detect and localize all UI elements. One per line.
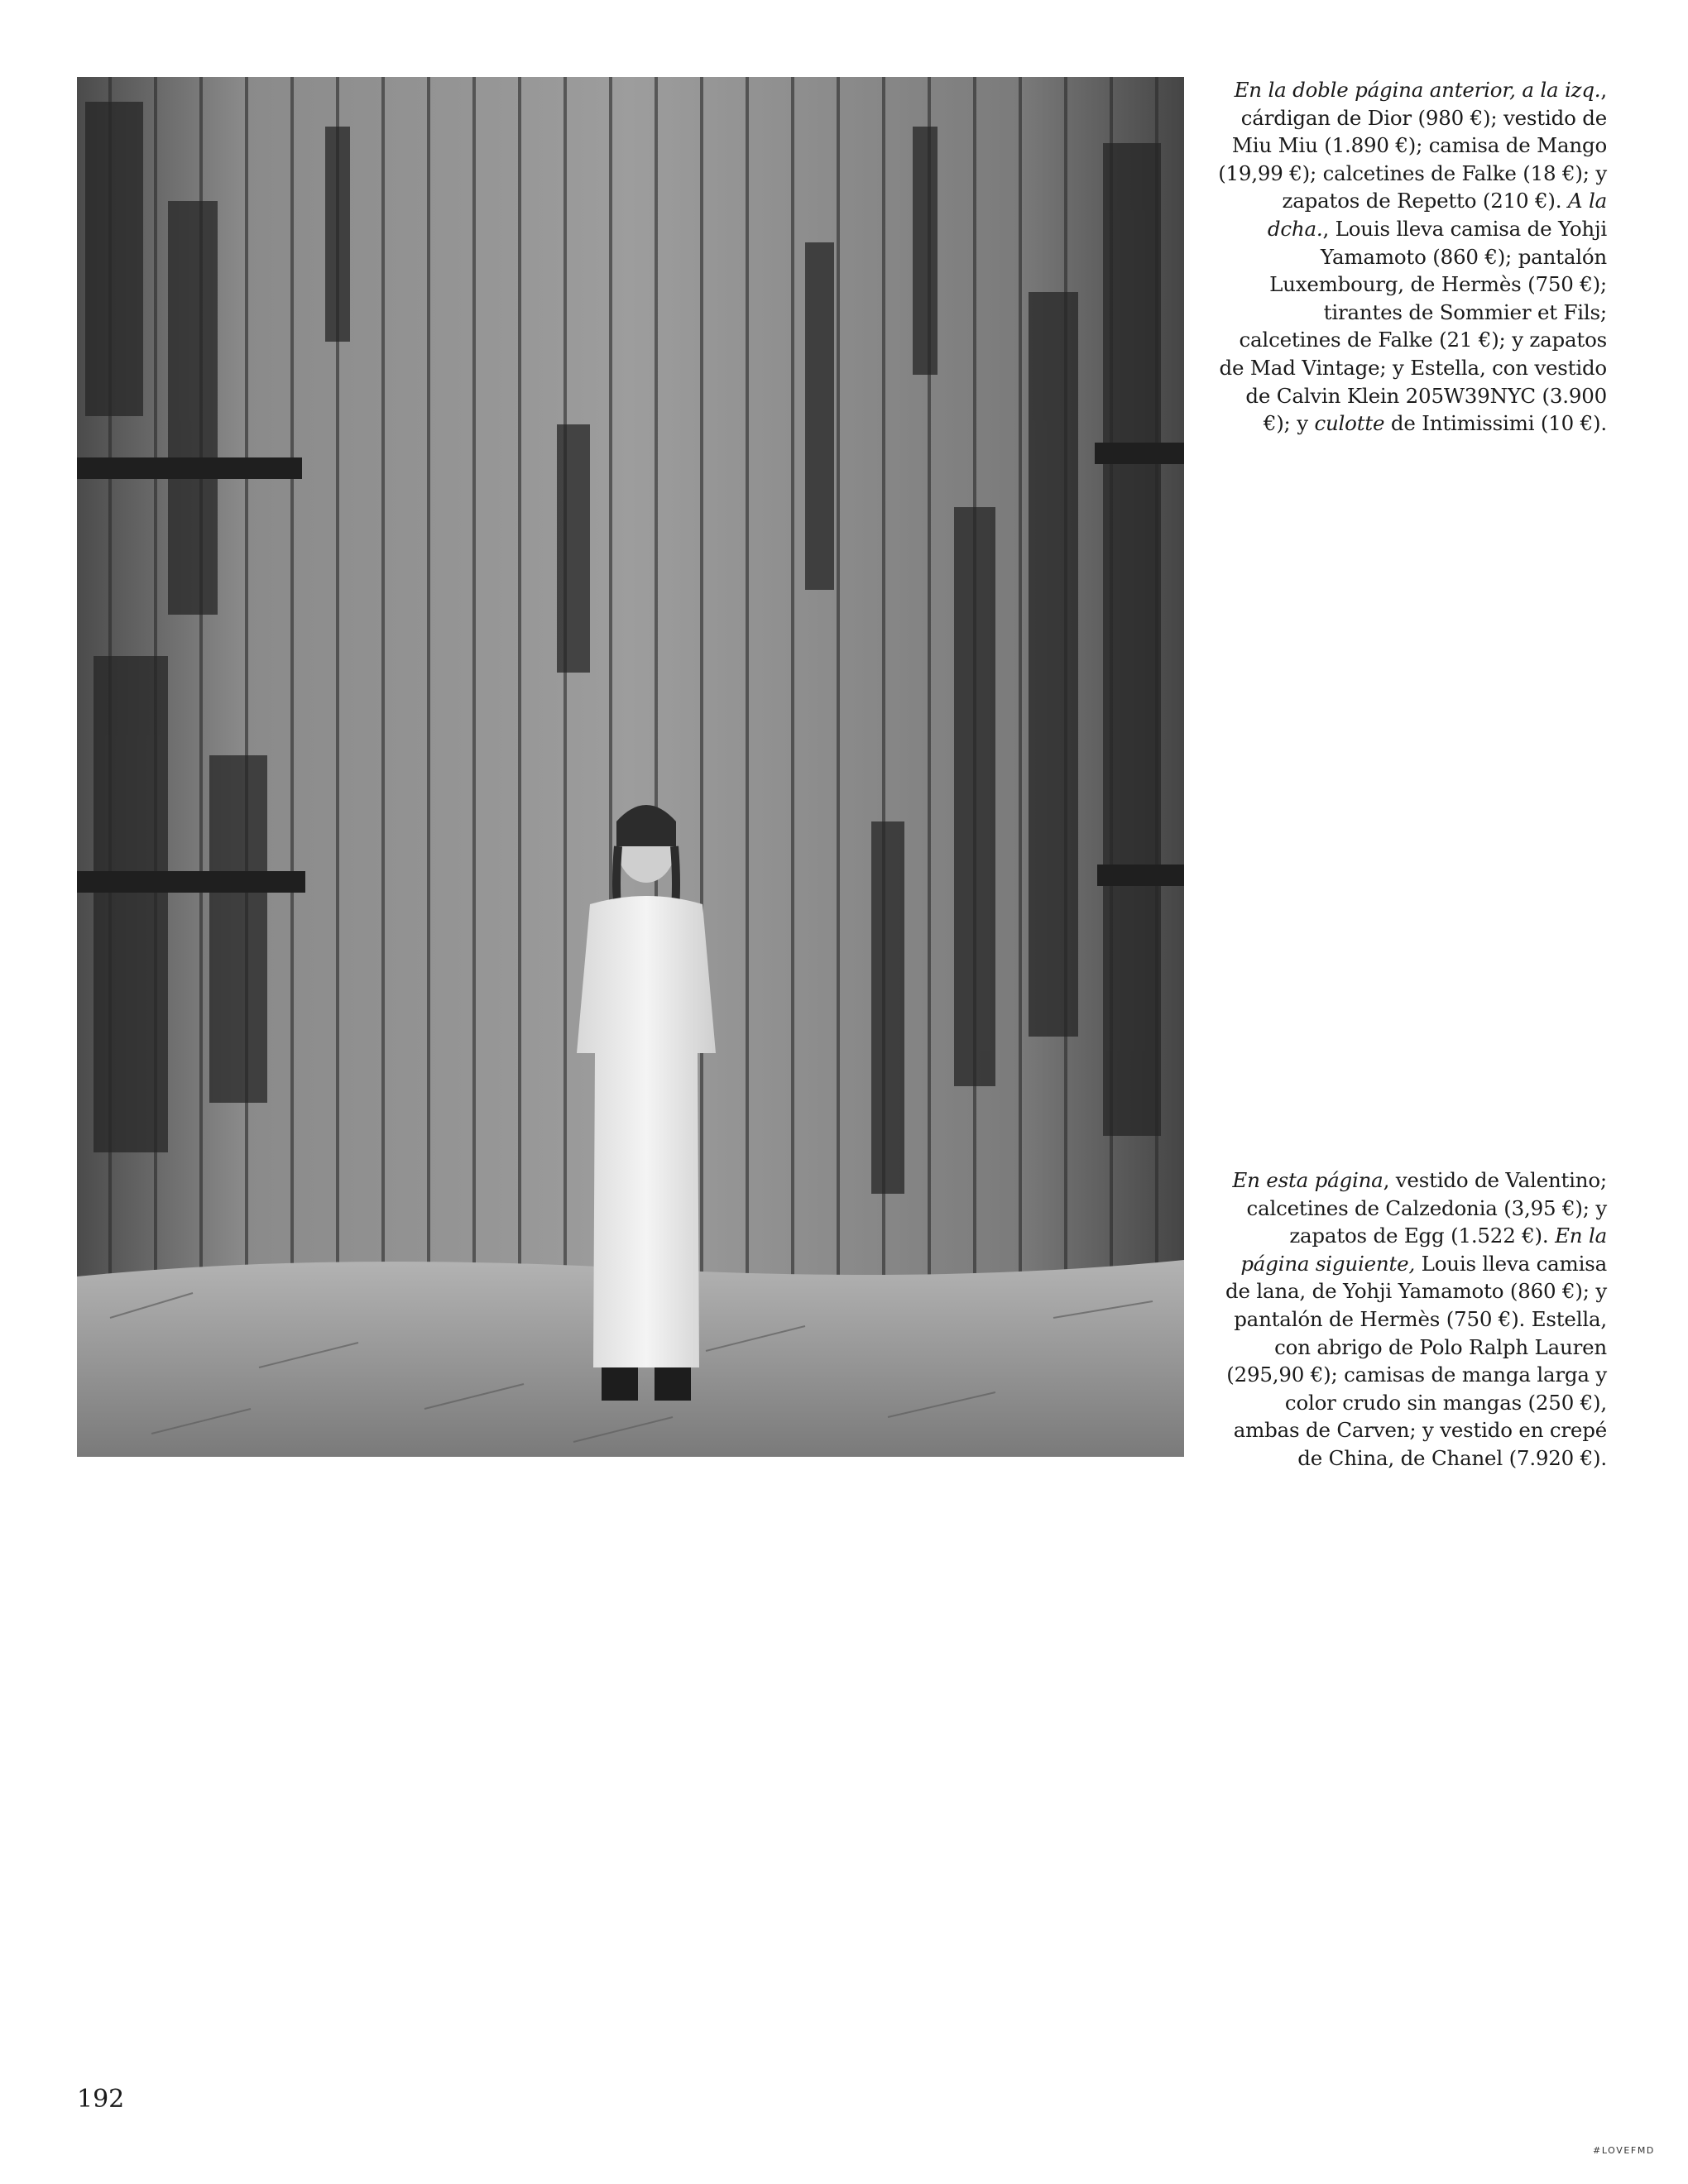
caption-text-intimissimi: de Intimissimi (10 €).: [1384, 411, 1607, 436]
caption-italic-culotte: culotte: [1314, 411, 1385, 436]
barn-photo-illustration: [77, 77, 1184, 1457]
caption-previous-spread: [1218, 76, 1607, 438]
caption-text-previous-left: , cárdigan de Dior (980 €); vestido de Miu Miu (1.890 €); camisa de Mango (19,99 €); calcetines de Falke (18 €); y zapatos de Repetto (210 €).: [1218, 78, 1607, 213]
caption-text-previous-right: , Louis lleva camisa de Yohji Yamamoto (860 €); pantalón Luxembourg, de Hermès (750 €); tirantes de Sommier et Fils; calcetines de Falke (21 €); y zapatos de Mad Vintage; y Estella, con vestido de Calvin Klein 205W39NYC (3.900 €); y: [1219, 216, 1607, 436]
caption-this-page: [1218, 1166, 1607, 1473]
caption-italic-this-page: En esta página: [1232, 1168, 1383, 1192]
caption-italic-previous-left: En la doble página anterior, a la izq.: [1234, 78, 1601, 102]
page-number: 192: [77, 2085, 125, 2114]
caption-text-this-page: , vestido de Valentino; calcetines de Calzedonia (3,95 €); y zapatos de Egg (1.522 €).: [1246, 1168, 1607, 1248]
barn-photo: [77, 77, 1184, 1457]
caption-italic-previous-right: A la dcha.: [1267, 189, 1607, 241]
watermark: #LOVEFMD: [1593, 2145, 1655, 2156]
caption-text-next-page: Louis lleva camisa de lana, de Yohji Yamamoto (860 €); y pantalón de Hermès (750 €). Estella, con abrigo de Polo Ralph Lauren (295,90 €); camisas de manga larga y color crudo sin mangas (250 €), ambas de Carven; y vestido en crepé de China, de Chanel (7.920 €).: [1225, 1251, 1607, 1470]
caption-italic-next-page: En la página siguiente,: [1240, 1224, 1607, 1276]
